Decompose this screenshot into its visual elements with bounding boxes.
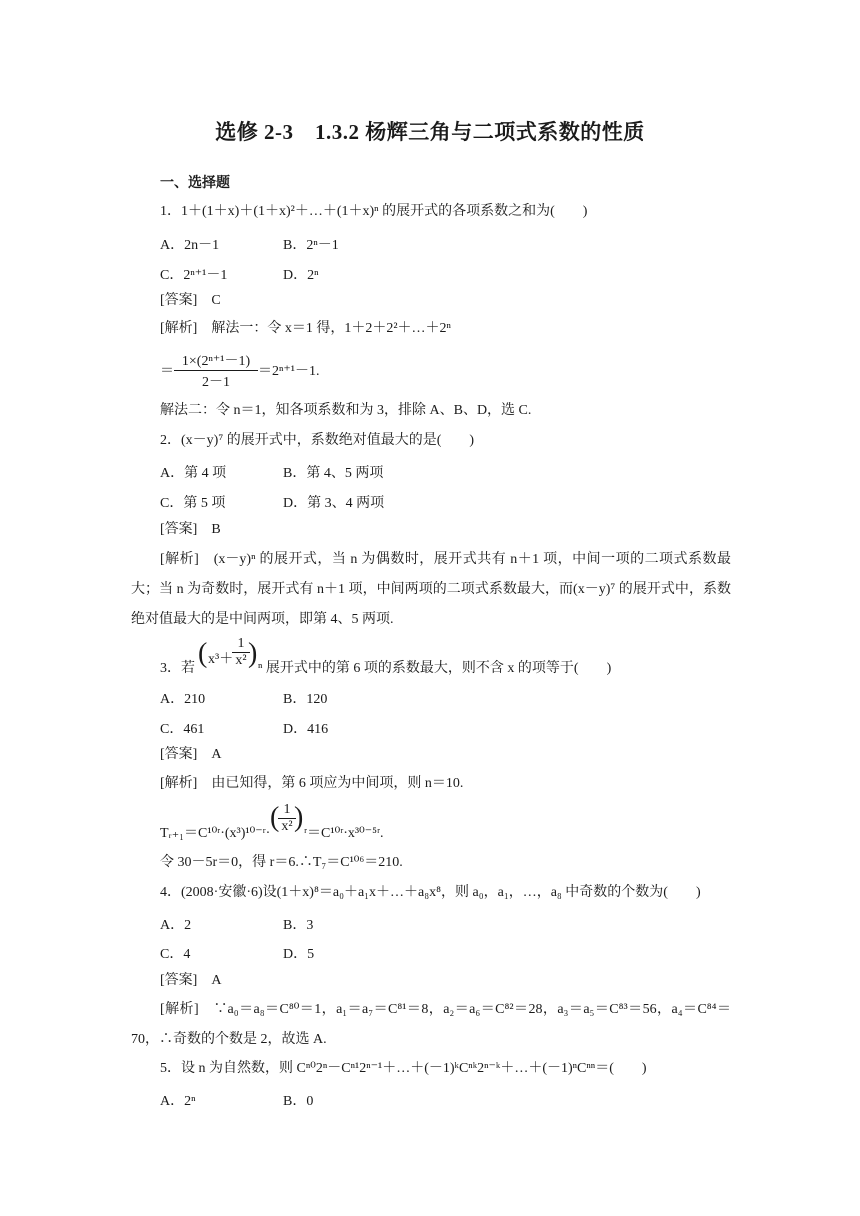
q3-expr: x³＋ (208, 652, 234, 667)
q3-left-bracket: ( (198, 638, 208, 669)
q3-analysis-line2-prefix: Tᵣ₊₁＝C¹⁰ʳ·(x³)¹⁰⁻ʳ· (160, 826, 271, 841)
q3-line2-right-bracket: ) (294, 802, 304, 833)
q4-option-c: C．4 (160, 947, 191, 962)
q3-stem-suffix: ⁿ 展开式中的第 6 项的系数最大，则不含 x 的项等于( ) (258, 661, 612, 676)
q1-fraction-numerator: 1×(2ⁿ⁺¹－1) (174, 350, 258, 371)
q3-line2-denominator: x² (281, 819, 293, 834)
q4-option-d: D．5 (283, 947, 315, 962)
q3-right-bracket: ) (248, 638, 258, 669)
q2-option-c: C．第 5 项 (160, 496, 226, 511)
q2-answer: [答案] B (160, 522, 221, 537)
q5-option-a: A．2ⁿ (160, 1094, 196, 1109)
q3-line2-left-bracket: ( (270, 802, 280, 833)
q2-analysis (131, 545, 731, 635)
q1-fraction (174, 350, 258, 391)
q1-frac-suffix: ＝2ⁿ⁺¹－1. (258, 364, 320, 379)
q1-option-c: C．2ⁿ⁺¹－1 (160, 268, 228, 283)
q4-option-b: B．3 (283, 918, 314, 933)
q4-analysis (131, 995, 731, 1055)
q3-analysis-line2-suffix: ʳ＝C¹⁰ʳ·x³⁰⁻⁵ʳ. (304, 826, 384, 841)
q3-stem-prefix: 3．若 (160, 661, 195, 676)
q2-analysis-text: [解析] (x－y)ⁿ 的展开式，当 n 为偶数时，展开式共有 n＋1 项，中间一项的二项式系数最大；当 n 为奇数时，展开式有 n＋1 项，中间两项的二项式系数最大，而(x－y)⁷ 的展开式中，系数绝对值最大的是中间两项，即第 4、5 两项. (131, 552, 731, 627)
q3-option-b: B．120 (283, 692, 328, 707)
q1-option-d: D．2ⁿ (283, 268, 319, 283)
q3-analysis-line1: [解析] 由已知得，第 6 项应为中间项，则 n＝10. (160, 776, 464, 791)
page-title: 选修 2-3 1.3.2 杨辉三角与二项式系数的性质 (215, 120, 645, 144)
q2-option-a: A．第 4 项 (160, 466, 227, 481)
q5-stem: 5．设 n 为自然数，则 Cⁿ⁰2ⁿ－Cⁿ¹2ⁿ⁻¹＋…＋(－1)ᵏCⁿᵏ2ⁿ⁻ᵏ＋…＋(－1)ⁿCⁿⁿ＝( ) (160, 1061, 647, 1076)
q1-answer: [答案] C (160, 293, 221, 308)
q1-analysis-method1: [解析] 解法一：令 x＝1 得，1＋2＋2²＋…＋2ⁿ (160, 321, 451, 336)
q5-option-b: B．0 (283, 1094, 314, 1109)
q1-frac-prefix: ＝ (160, 364, 174, 379)
q4-option-a: A．2 (160, 918, 192, 933)
q4-analysis-text: [解析] ∵a₀＝a₈＝C⁸⁰＝1，a₁＝a₇＝C⁸¹＝8，a₂＝a₆＝C⁸²＝28，a₃＝a₅＝C⁸³＝56，a₄＝C⁸⁴＝70，∴奇数的个数是 2，故选 A. (131, 1002, 731, 1047)
q4-answer: [答案] A (160, 973, 222, 988)
q1-analysis-method2: 解法二：令 n＝1，知各项系数和为 3，排除 A、B、D，选 C. (160, 403, 532, 418)
q1-option-b: B．2ⁿ－1 (283, 238, 339, 253)
q2-option-b: B．第 4、5 两项 (283, 466, 384, 481)
q3-analysis-line3: 令 30－5r＝0，得 r＝6.∴T₇＝C¹⁰⁶＝210. (160, 855, 403, 870)
q4-stem: 4．(2008·安徽·6)设(1＋x)⁸＝a₀＋a₁x＋…＋a₈x⁸，则 a₀，a₁，…，a₈ 中奇数的个数为( ) (160, 885, 701, 900)
q1-fraction-denominator: 2－1 (202, 375, 230, 390)
q3-option-d: D．416 (283, 722, 329, 737)
q2-option-d: D．第 3、4 两项 (283, 496, 385, 511)
q3-option-c: C．461 (160, 722, 205, 737)
q2-stem: 2．(x－y)⁷ 的展开式中，系数绝对值最大的是( ) (160, 433, 475, 448)
q1-option-a: A．2n－1 (160, 238, 220, 253)
q3-expr-numerator: 1 (232, 636, 250, 653)
q3-line2-numerator: 1 (278, 802, 296, 819)
q3-expr-denominator: x² (235, 653, 247, 668)
q3-option-a: A．210 (160, 692, 206, 707)
q1-stem: 1．1＋(1＋x)＋(1＋x)²＋…＋(1＋x)ⁿ 的展开式的各项系数之和为( ) (160, 204, 588, 219)
q3-answer: [答案] A (160, 747, 222, 762)
section-heading: 一、选择题 (160, 176, 230, 191)
